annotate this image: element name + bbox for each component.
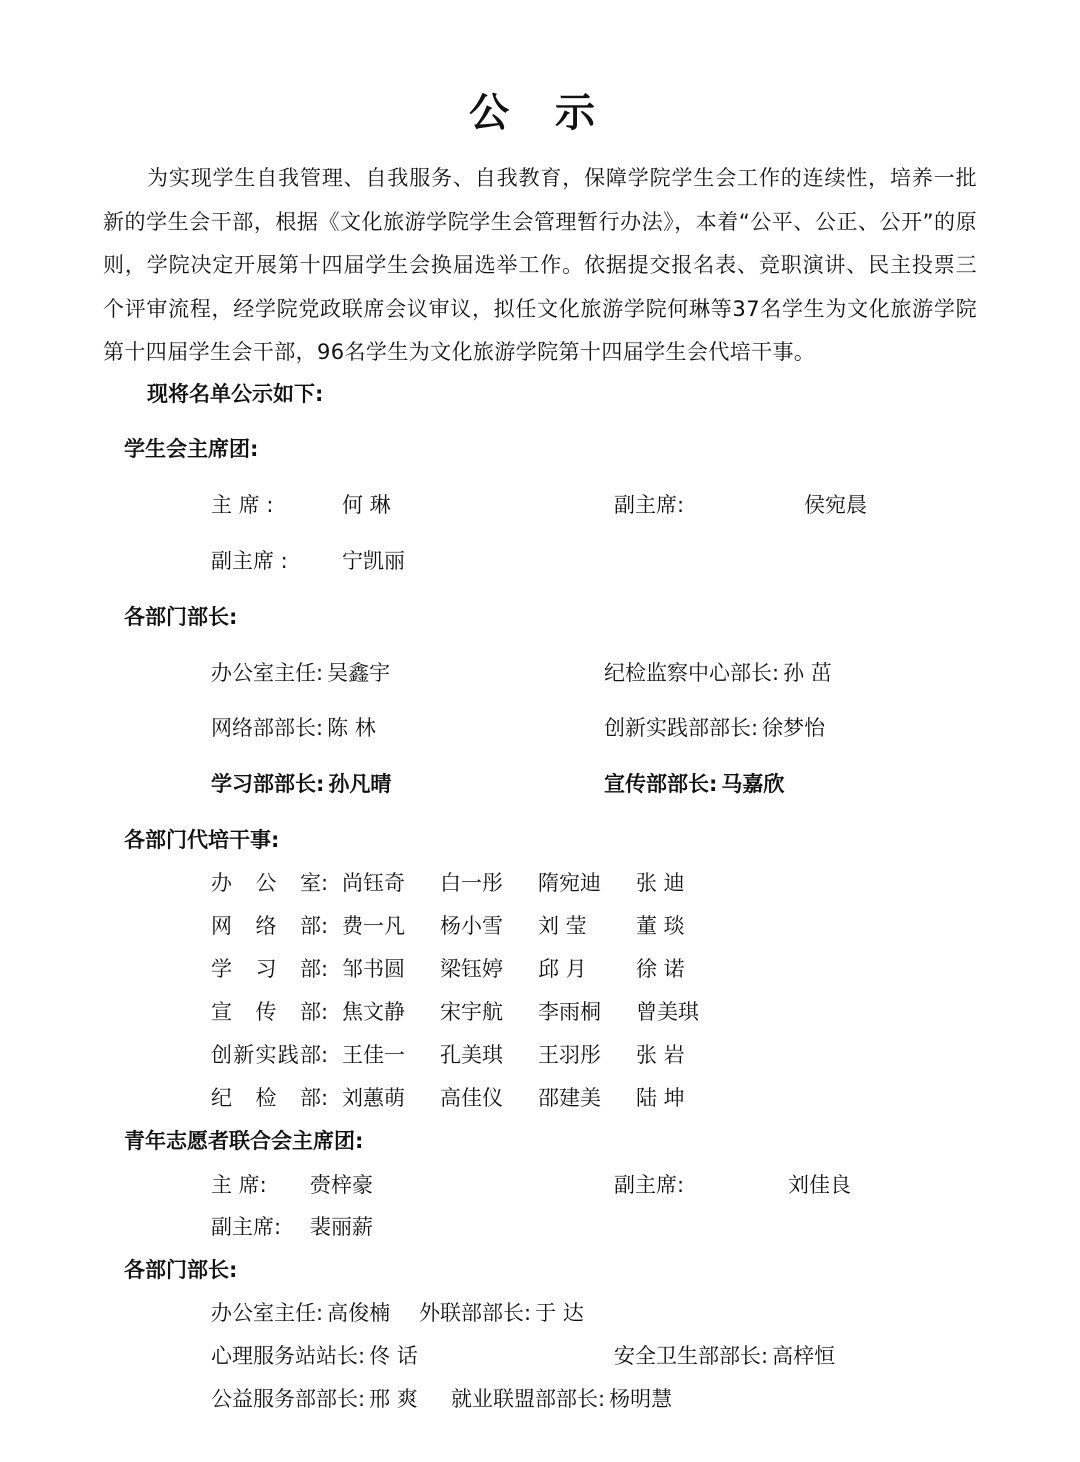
- trainee-dept: 办公室: [211, 871, 321, 895]
- su-vice1-name: 侯宛晨: [804, 493, 867, 517]
- yv-chair-name: 赍梓豪: [310, 1173, 373, 1197]
- trainee-name: 邵建美: [538, 1086, 601, 1110]
- minister-entry: 安全卫生部部长: 高梓恒: [614, 1344, 836, 1368]
- trainee-name: 杨小雪: [440, 914, 503, 938]
- trainee-name: 刘 莹: [538, 914, 587, 938]
- trainee-dept: 纪检部: [211, 1086, 321, 1110]
- su-trainees-heading: 各部门代培干事:: [124, 828, 280, 852]
- su-chair-label: 主 席 :: [211, 493, 274, 517]
- su-ministers-heading: 各部门部长:: [124, 605, 238, 629]
- trainee-name: 张 迪: [636, 871, 685, 895]
- minister-entry: 办公室主任: 高俊楠: [211, 1301, 391, 1325]
- trainee-name: 费一凡: [342, 914, 405, 938]
- trainee-dept: 宣传部: [211, 1000, 321, 1024]
- trainee-dept: 创新实践部: [211, 1043, 321, 1067]
- su-vice1-label: 副主席:: [614, 493, 685, 517]
- trainee-name: 宋宇航: [440, 1000, 503, 1024]
- su-vice2-label: 副主席 :: [211, 549, 288, 573]
- trainee-name: 尚钰奇: [342, 871, 405, 895]
- trainee-name: 孔美琪: [440, 1043, 503, 1067]
- minister-entry: 公益服务部部长: 邢 爽: [211, 1387, 418, 1411]
- trainee-name: 李雨桐: [538, 1000, 601, 1024]
- minister-entry: 创新实践部部长: 徐梦怡: [604, 716, 826, 740]
- trainee-name: 隋宛迪: [538, 871, 601, 895]
- trainee-name: 邹书圆: [342, 957, 405, 981]
- yv-ministers-heading: 各部门部长:: [124, 1258, 238, 1282]
- yv-presidium-heading: 青年志愿者联合会主席团:: [124, 1129, 364, 1153]
- su-vice2-name: 宁凯丽: [342, 549, 405, 573]
- minister-entry: 就业联盟部部长: 杨明慧: [451, 1387, 673, 1411]
- trainee-dept: 学习部: [211, 957, 321, 981]
- minister-entry: 纪检监察中心部长: 孙 茁: [604, 661, 832, 685]
- su-presidium-heading: 学生会主席团:: [124, 437, 259, 461]
- trainee-name: 徐 诺: [636, 957, 685, 981]
- trainee-name: 董 琰: [636, 914, 685, 938]
- trainee-row: 宣传部: 焦文静 宋宇航 李雨桐 曾美琪: [211, 997, 328, 1027]
- yv-vice2-label: 副主席:: [211, 1215, 282, 1239]
- trainee-name: 曾美琪: [636, 1000, 699, 1024]
- yv-vice1-label: 副主席:: [614, 1173, 685, 1197]
- trainee-name: 王羽彤: [538, 1043, 601, 1067]
- trainee-name: 陆 坤: [636, 1086, 685, 1110]
- trainee-name: 刘蕙萌: [342, 1086, 405, 1110]
- trainee-row: 网络部: 费一凡 杨小雪 刘 莹 董 琰: [211, 911, 328, 941]
- trainee-dept: 网络部: [211, 914, 321, 938]
- minister-entry: 学习部部长: 孙凡晴: [211, 772, 392, 796]
- trainee-name: 邱 月: [538, 957, 587, 981]
- trainee-row: 创新实践部: 王佳一 孔美琪 王羽彤 张 岩: [211, 1040, 328, 1070]
- list-intro: 现将名单公示如下:: [147, 382, 324, 406]
- yv-chair-label: 主 席:: [211, 1173, 267, 1197]
- trainee-row: 学习部: 邹书圆 梁钰婷 邱 月 徐 诺: [211, 954, 328, 984]
- minister-entry: 心理服务站站长: 佟 话: [211, 1344, 418, 1368]
- minister-entry: 宣传部部长: 马嘉欣: [604, 772, 785, 796]
- trainee-name: 白一彤: [440, 871, 503, 895]
- page-title: 公 示: [469, 90, 611, 136]
- trainee-name: 王佳一: [342, 1043, 405, 1067]
- minister-entry: 外联部部长: 于 达: [419, 1301, 584, 1325]
- intro-paragraph: 为实现学生自我管理、自我服务、自我教育，保障学院学生会工作的连续性，培养一批新的学生会干部，根据《文化旅游学院学生会管理暂行办法》，本着“公平、公正、公开”的原则，学院决定开展第十四届学生会换届选举工作。依据提交报名表、竞职演讲、民主投票三个评审流程，经学院党政联席会议审议，拟任文化旅游学院何琳等37名学生为文化旅游学院第十四届学生会干部，96名学生为文化旅游学院第十四届学生会代培干事。: [103, 166, 977, 364]
- trainee-name: 高佳仪: [440, 1086, 503, 1110]
- trainee-name: 张 岩: [636, 1043, 685, 1067]
- yv-vice1-name: 刘佳良: [788, 1173, 851, 1197]
- minister-entry: 网络部部长: 陈 林: [211, 716, 376, 740]
- trainee-name: 焦文静: [342, 1000, 405, 1024]
- minister-entry: 办公室主任: 吴鑫宇: [211, 661, 391, 685]
- trainee-row: 办公室: 尚钰奇 白一彤 隋宛迪 张 迪: [211, 868, 328, 898]
- trainee-row: 纪检部: 刘蕙萌 高佳仪 邵建美 陆 坤: [211, 1083, 328, 1113]
- su-chair-name: 何 琳: [342, 493, 391, 517]
- trainee-name: 梁钰婷: [440, 957, 503, 981]
- yv-vice2-name: 裴丽薪: [310, 1215, 373, 1239]
